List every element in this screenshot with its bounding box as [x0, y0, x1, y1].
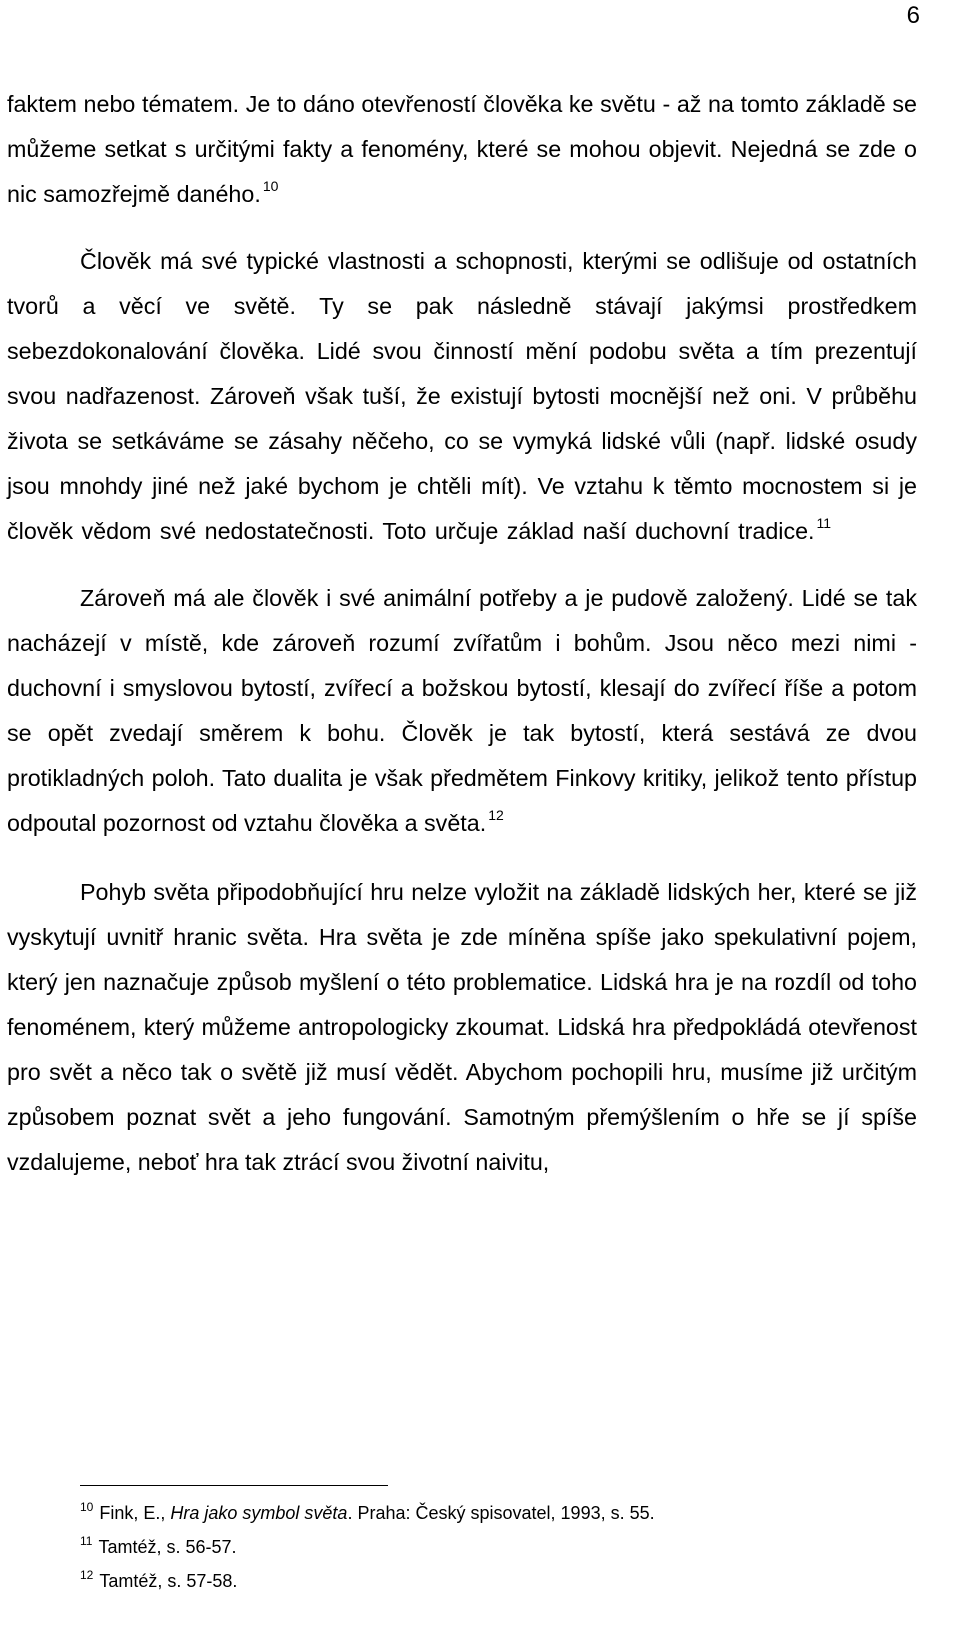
- footnote-number: 10: [80, 1500, 94, 1514]
- footnote-text: Tamtéž, s. 57-58.: [99, 1571, 238, 1591]
- footnote-number: 12: [80, 1568, 94, 1582]
- paragraph-text: Zároveň má ale člověk i své animální potřeby a je pudově založený. Lidé se tak nacházejí v místě, kde zároveň rozumí zvířatům i bohům. Jsou něco mezi nimi - duchovní i smyslovou bytostí, zvířecí a božskou bytostí, klesají do zvířecí říše a potom se opět zvedají směrem k bohu. Člověk je tak bytostí, která sestává ze dvou protikladných poloh. Tato dualita je však předmětem Finkovy kritiky, jelikož tento přístup odpoutal pozornost od vztahu člověka a světa.: [7, 585, 917, 836]
- paragraph-text: Člověk má své typické vlastnosti a schopnosti, kterými se odlišuje od ostatních tvorů a věcí ve světě. Ty se pak následně stávají jakýmsi prostředkem sebezdokonalování člověka. Lidé svou činností mění podobu světa a tím prezentují svou nadřazenost. Zároveň však tuší, že existují bytosti mocnější než oni. V průběhu života se setkáváme se zásahy něčeho, co se vymyká lidské vůli (např. lidské osudy jsou mnohdy jiné než jaké bychom je chtěli mít). Ve vztahu k těmto mocnostem si je člověk vědom své nedostatečnosti. Toto určuje základ naší duchovní tradice.: [7, 248, 917, 544]
- paragraph-2: [7, 239, 917, 554]
- footnote-reference[interactable]: 11: [816, 515, 832, 531]
- body-text: [7, 82, 917, 1185]
- footnote-separator: [80, 1485, 388, 1486]
- footnote-10: [80, 1498, 920, 1532]
- paragraph-4: [7, 870, 917, 1185]
- footnote-title: Hra jako symbol světa: [170, 1503, 348, 1523]
- footnote-number: 11: [80, 1534, 93, 1548]
- footnote-text: Tamtéž, s. 56-57.: [98, 1537, 237, 1557]
- footnote-11: [80, 1532, 920, 1566]
- footnote-text-after: . Praha: Český spisovatel, 1993, s. 55.: [347, 1503, 655, 1523]
- footnote-12: [80, 1566, 920, 1600]
- footnote-reference[interactable]: 12: [488, 807, 504, 823]
- paragraph-text: Pohyb světa připodobňující hru nelze vyložit na základě lidských her, které se již vyskytují uvnitř hranic světa. Hra světa je zde míněna spíše jako spekulativní pojem, který jen naznačuje způsob myšlení o této problematice. Lidská hra je na rozdíl od toho fenoménem, který můžeme antropologicky zkoumat. Lidská hra předpokládá otevřenost pro svět a něco tak o světě již musí vědět. Abychom pochopili hru, musíme již určitým způsobem poznat svět a jeho fungování. Samotným přemýšlením o hře se jí spíše vzdalujeme, neboť hra tak ztrácí svou životní naivitu,: [7, 879, 917, 1175]
- footnotes: [80, 1498, 920, 1600]
- paragraph-1: [7, 82, 917, 217]
- footnote-reference[interactable]: 10: [262, 178, 279, 194]
- paragraph-3: [7, 576, 917, 846]
- footnote-text: Fink, E.,: [99, 1503, 171, 1523]
- paragraph-text: faktem nebo tématem. Je to dáno otevřeností člověka ke světu - až na tomto základě se můžeme setkat s určitými fakty a fenomény, které se mohou objevit. Nejedná se zde o nic samozřejmě daného.: [7, 91, 917, 207]
- page-number: 6: [906, 2, 920, 29]
